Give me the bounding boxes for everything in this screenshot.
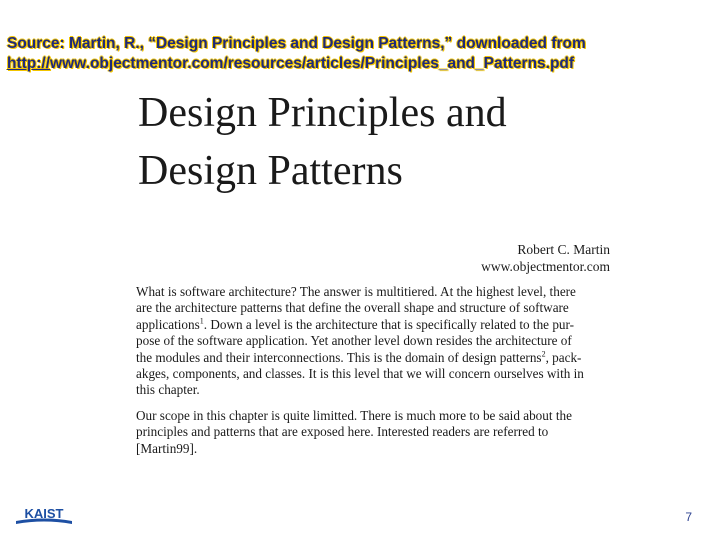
text-run: , pack- (545, 349, 582, 365)
text-line (136, 317, 614, 333)
paragraph-2 (136, 408, 614, 457)
source-url-path: www.objectmentor.com/resources/articles/Principles_and_Patterns.pdf (50, 55, 575, 72)
text-line: Our scope in this chapter is quite limitted. There is much more to be said about the (136, 407, 572, 423)
logo-text: KAIST (24, 506, 64, 521)
text-line: principles and patterns that are exposed here. Interested readers are referred to (136, 424, 549, 440)
source-line-2 (7, 54, 713, 74)
text-run: the modules and their interconnections. This is the domain of design patterns (136, 349, 542, 365)
source-url-link[interactable]: http:// (7, 55, 51, 72)
title-line-2: Design Patterns (138, 148, 403, 194)
source-citation (7, 34, 713, 74)
text-line (136, 350, 614, 366)
text-line: [Martin99]. (136, 440, 198, 456)
footnote-marker: 2 (541, 349, 546, 359)
document-body (136, 284, 614, 466)
text-line: pose of the software application. Yet another level down resides the architecture of (136, 333, 572, 349)
text-run: applications (136, 316, 200, 332)
document-title (138, 84, 638, 200)
text-line: this chapter. (136, 382, 200, 398)
text-line: What is software architecture? The answer is multitiered. At the highest level, there (136, 284, 576, 299)
footnote-marker: 1 (199, 316, 204, 326)
text-line: are the architecture patterns that define the overall shape and structure of software (136, 300, 569, 316)
page-number: 7 (685, 510, 692, 524)
paragraph-1 (136, 284, 614, 399)
text-run: . Down a level is the architecture that is specifically related to the pur- (203, 316, 575, 332)
author-name: Robert C. Martin (517, 242, 610, 257)
author-website: www.objectmentor.com (481, 259, 610, 274)
author-block (481, 241, 610, 275)
title-line-1: Design Principles and (138, 90, 507, 136)
text-line: akges, components, and classes. It is this level that we will concern ourselves with in (136, 366, 584, 382)
source-line-1: Source: Martin, R., “Design Principles and Design Patterns,” downloaded from (7, 35, 586, 52)
kaist-logo-icon (14, 504, 74, 526)
kaist-logo (14, 504, 74, 526)
